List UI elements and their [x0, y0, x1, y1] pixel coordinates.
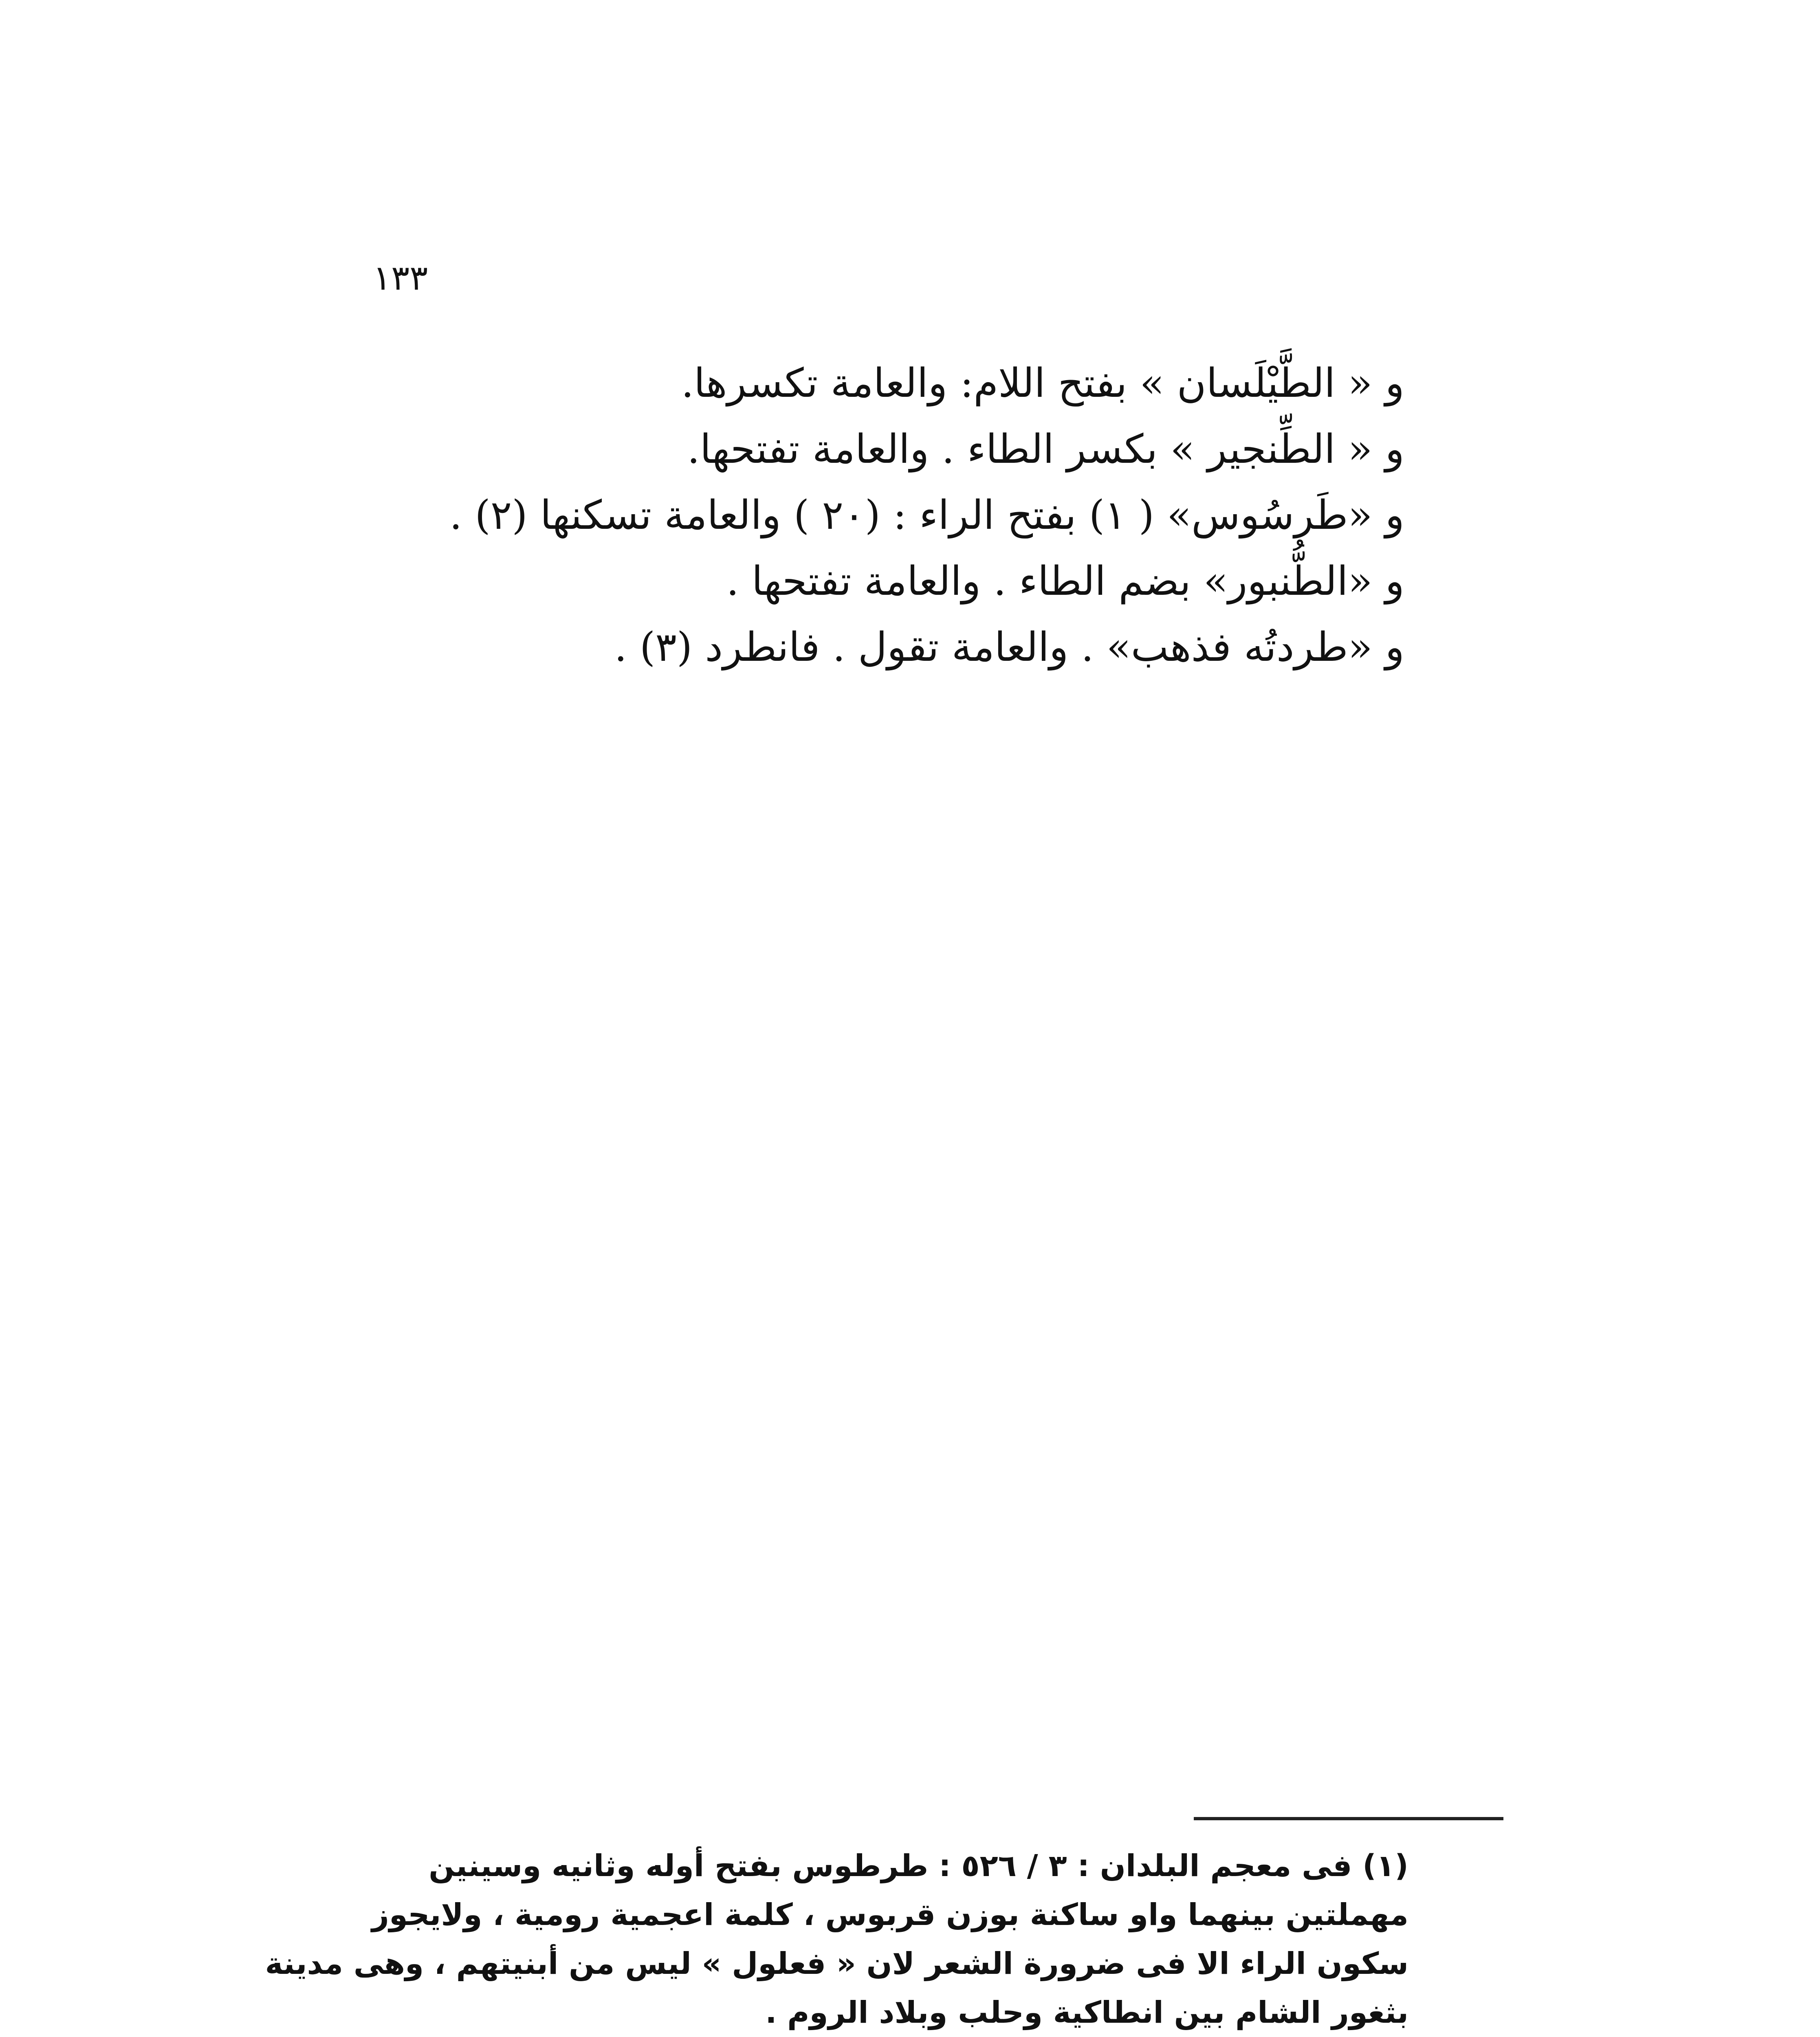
- footnotes-block: [265, 1841, 1408, 2037]
- main-text-line: و « الطِّنجير » بكسر الطاء . والعامة تفتحها.: [687, 426, 1404, 473]
- footnote-separator-rule: [1194, 1817, 1503, 1820]
- main-text-line: و « الطَّيْلَسان » بفتح اللام: والعامة تكسرها.: [681, 360, 1404, 407]
- footnote-line: بثغور الشام بين انطاكية وحلب وبلاد الروم .: [765, 1995, 1408, 2030]
- main-text-line: و «طَرسُوس» ( ١) بفتح الراء : (٢٠ ) والعامة تسكنها (٢) .: [449, 492, 1404, 539]
- footnote-line: سكون الراء الا فى ضرورة الشعر لان « فعلول » ليس من أبنيتهم ، وهى مدينة: [265, 1946, 1408, 1981]
- page-number: ١٣٣: [373, 258, 428, 298]
- footnote-line: (١) فى معجم البلدان : ٣ / ٥٢٦ : طرطوس بفتح أوله وثانيه وسينين: [429, 1848, 1408, 1883]
- main-text-line: و «طردتُه فذهب» . والعامة تقول . فانطرد (٣) .: [614, 624, 1404, 671]
- main-text-block: [304, 350, 1404, 680]
- main-text-line: و «الطُّنبور» بضم الطاء . والعامة تفتحها .: [726, 558, 1404, 605]
- footnote-line: مهملتين بينهما واو ساكنة بوزن قربوس ، كلمة اعجمية رومية ، ولايجوز: [372, 1897, 1408, 1932]
